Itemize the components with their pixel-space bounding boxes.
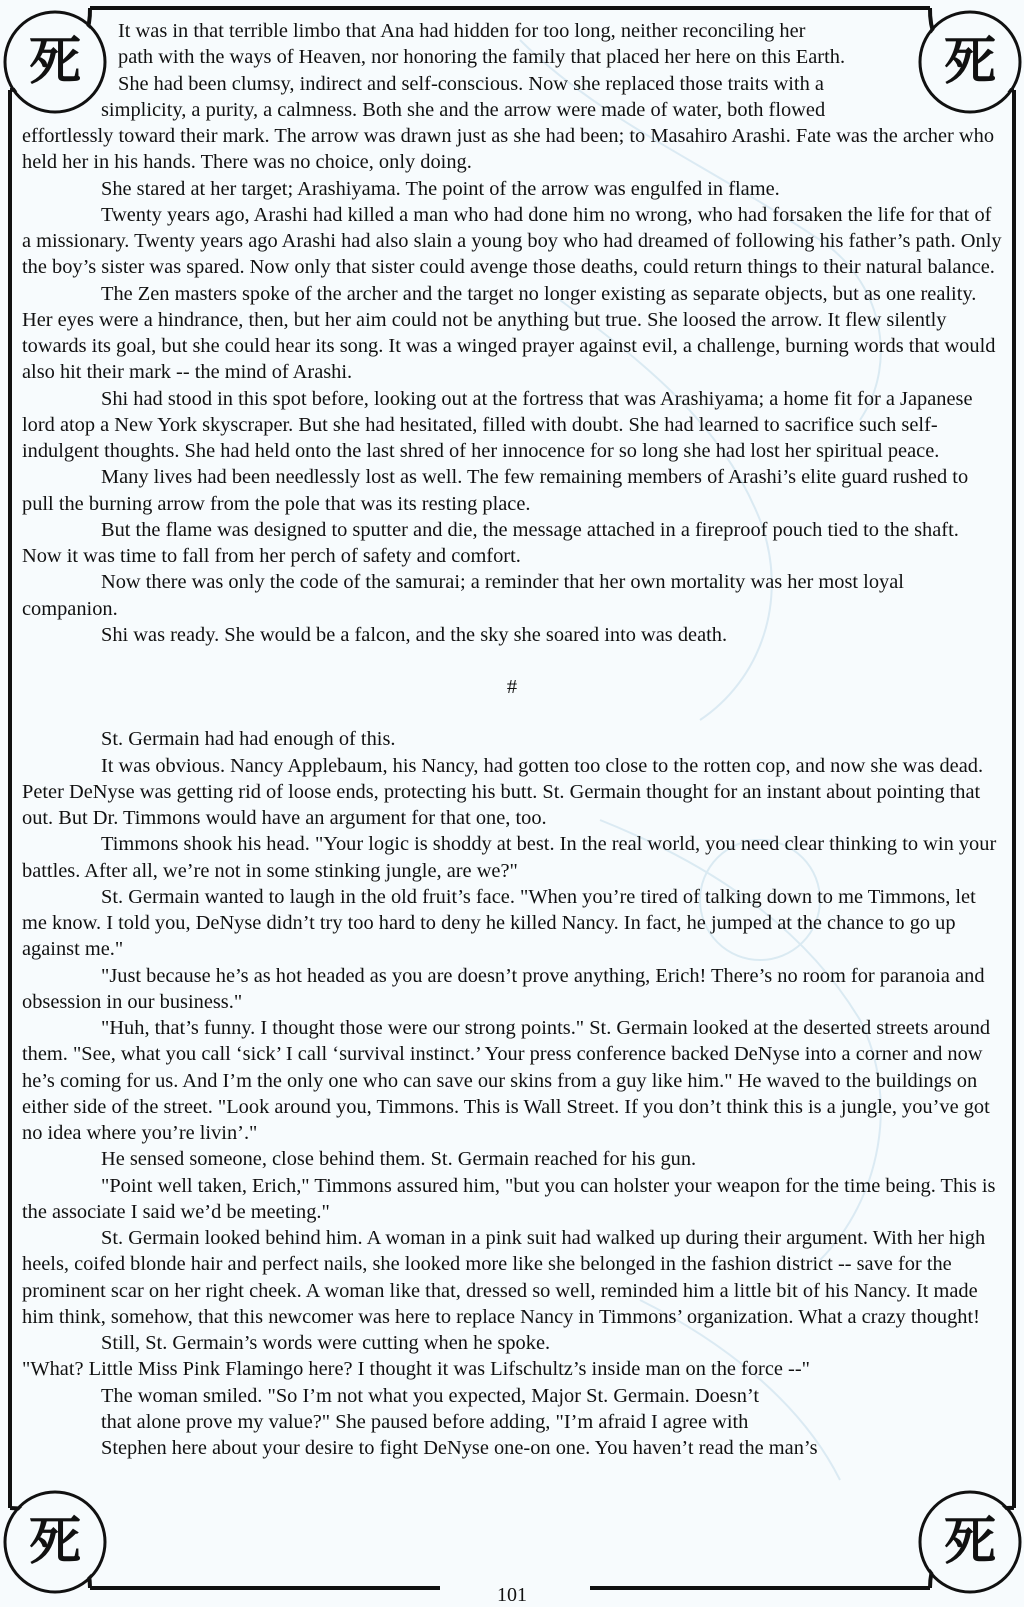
section-two — [22, 726, 1002, 1461]
paragraph: "Huh, that’s funny. I thought those were our strong points." St. Germain looked at the deserted streets around them. "See, what you call ‘sick’ I call ‘survival instinct.’ Your press conference backed DeNyse into a corner and now he’s coming for us. And I’m the only one who can save our skins from a guy like him." He waved to the buildings on either side of the street. "Look around you, Timmons. This is Wall Street. If you don’t think this is a jungle, you’ve got no idea where you’re livin’." — [22, 1017, 991, 1144]
paragraph: "Point well taken, Erich," Timmons assured him, "but you can holster your weapon for the time being. This is the associate I said we’d be meeting." — [22, 1174, 996, 1223]
paragraph-continuation: effortlessly toward their mark. The arrow was drawn just as she had been; to Masahiro Arashi. Fate was the archer who held her in his hands. There was no choice, only doing. — [22, 125, 995, 174]
paragraph — [22, 1383, 1002, 1462]
corner-kanji-bottom-right: 死 — [943, 1512, 996, 1572]
paragraph-line: Stephen here about your desire to fight DeNyse one-on one. You haven’t read the man’s — [101, 1437, 818, 1459]
paragraph-line: path with the ways of Heaven, nor honoring the family that placed her here on this Earth. — [118, 46, 846, 69]
paragraph: Still, St. Germain’s words were cutting when he spoke. — [101, 1332, 551, 1354]
paragraph: Shi had stood in this spot before, looking out at the fortress that was Arashiyama; a home fit for a Japanese lord atop a New York skyscraper. But she had hesitated, filled with doubt. She had learned to sacrifice such self-indulgent thoughts. She had held onto the last shred of her innocence for so long she had lost her spiritual peace. — [22, 387, 973, 462]
paragraph: "Just because he’s as hot headed as you are doesn’t prove anything, Erich! There’s no room for paranoia and obsession in our business." — [22, 964, 985, 1013]
paragraph-line: simplicity, a purity, a calmness. Both she and the arrow were made of water, both flowed — [101, 98, 826, 121]
corner-kanji-top-right: 死 — [943, 32, 996, 92]
section-separator: # — [506, 676, 518, 698]
paragraph: She stared at her target; Arashiyama. The point of the arrow was engulfed in flame. — [101, 177, 780, 200]
paragraph: Shi was ready. She would be a falcon, and the sky she soared into was death. — [101, 623, 728, 646]
paragraph: Many lives had been needlessly lost as well. The few remaining members of Arashi’s elite guard rushed to pull the burning arrow from the pole that was its resting place. — [22, 466, 969, 515]
paragraph-line: The woman smiled. "So I’m not what you expected, Major St. Germain. Doesn’t — [101, 1384, 760, 1407]
paragraph: St. Germain wanted to laugh in the old fruit’s face. "When you’re tired of talking down to me Timmons, let me know. I told you, DeNyse didn’t try too hard to deny he killed Nancy. In fact, he jumped at the chance to go up against me." — [22, 885, 976, 961]
paragraph: But the flame was designed to sputter and die, the message attached in a fireproof pouch tied to the shaft. Now it was time to fall from her perch of safety and comfort. — [22, 518, 959, 567]
paragraph: The Zen masters spoke of the archer and the target no longer existing as separate objects, but as one reality. Her eyes were a hindrance, then, but her aim could not be anything but true. She loosed the arrow. It flew silently towards its goal, but she could hear its song. It was a winged prayer against evil, a challenge, burning words that would also hit their mark -- the mind of Arashi. — [22, 282, 996, 384]
corner-kanji-top-left: 死 — [28, 32, 81, 92]
page-number: 101 — [497, 1584, 527, 1606]
paragraph: Now there was only the code of the samurai; a reminder that her own mortality was her most loyal companion. — [22, 571, 904, 620]
paragraph: He sensed someone, close behind them. St. Germain reached for his gun. — [101, 1148, 697, 1171]
paragraph — [22, 18, 1002, 176]
paragraph-line: that alone prove my value?" She paused before adding, "I’m afraid I agree with — [101, 1410, 749, 1433]
paragraph-line: It was in that terrible limbo that Ana had hidden for too long, neither reconciling her — [118, 20, 806, 42]
paragraph: It was obvious. Nancy Applebaum, his Nancy, had gotten too close to the rotten cop, and now she was dead. Peter DeNyse was getting rid of loose ends, protecting his butt. St. Germain thought for an instant about pointing that out. But Dr. Timmons would have an argument for that one, too. — [22, 754, 984, 829]
story-text — [22, 18, 1002, 1461]
paragraph: "What? Little Miss Pink Flamingo here? I thought it was Lifschultz’s inside man on the force --" — [22, 1358, 810, 1381]
paragraph: Twenty years ago, Arashi had killed a man who had done him no wrong, who had forsaken the life for that of a missionary. Twenty years ago Arashi had also slain a young boy who had dreamed of following his father’s path. Only the boy’s sister was spared. Now only that sister could avenge those deaths, could return things to their natural balance. — [22, 203, 1002, 279]
paragraph: Timmons shook his head. "Your logic is shoddy at best. In the real world, you need clear thinking to win your battles. After all, we’re not in some stinking jungle, are we?" — [22, 833, 997, 882]
corner-kanji-bottom-left: 死 — [28, 1512, 81, 1572]
paragraph-line: She had been clumsy, indirect and self-conscious. Now she replaced those traits with a — [118, 72, 824, 95]
paragraph: St. Germain had had enough of this. — [101, 728, 396, 751]
section-one — [22, 18, 1002, 648]
paragraph: St. Germain looked behind him. A woman in a pink suit had walked up during their argument. With her high heels, coifed blonde hair and perfect nails, she looked more like she belonged in the fashion district -- save for the prominent scar on her right cheek. A woman like that, dressed so well, reminded him a little bit of his Nancy. It made him think, somehow, that this newcomer was here to replace Nancy in Timmons’ organization. What a crazy thought! — [22, 1227, 986, 1328]
